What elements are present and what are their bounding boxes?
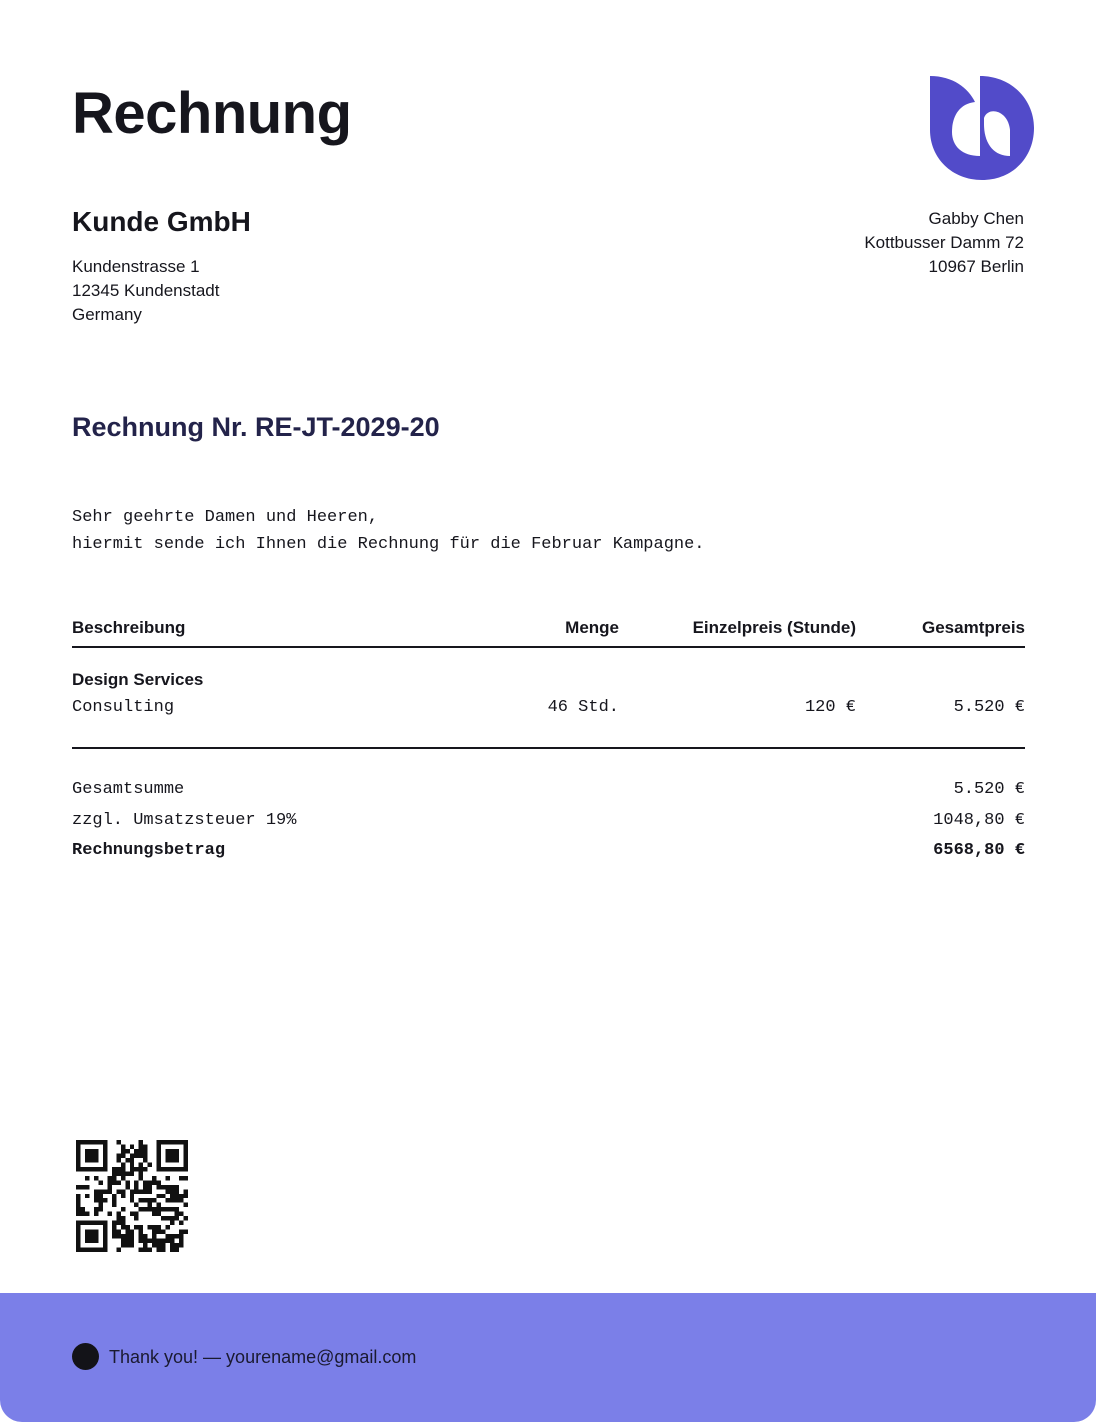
qr-modules (76, 1140, 188, 1252)
grand-total-value: 6568,80 € (933, 841, 1025, 860)
row-quantity: 46 Std. (512, 694, 619, 748)
brand-logo-icon (928, 74, 1036, 182)
table-header (72, 614, 1025, 647)
header-total: Gesamtpreis (856, 614, 1025, 647)
sender-address (864, 207, 1024, 279)
table-row (72, 694, 1025, 748)
subtotal-value: 5.520 € (953, 780, 1025, 799)
header-unit-price: Einzelpreis (Stunde) (619, 614, 856, 647)
client-country: Germany (72, 305, 142, 324)
footer-text: Thank you! — yourename@gmail.com (109, 1347, 417, 1367)
invoice-number: Rechnung Nr. RE-JT-2029-20 (72, 412, 440, 442)
greeting-line: hiermit sende ich Ihnen die Rechnung für die Februar Kampagne. (72, 535, 705, 554)
dot-icon (72, 1343, 99, 1370)
sender-name: Gabby Chen (928, 209, 1024, 228)
header-description: Beschreibung (72, 614, 512, 647)
group-label: Design Services (72, 670, 204, 689)
grand-total-row (72, 841, 1025, 872)
row-total: 5.520 € (856, 694, 1025, 748)
subtotal-row (72, 780, 1025, 811)
header-quantity: Menge (512, 614, 619, 647)
client-street: Kundenstrasse 1 (72, 257, 200, 276)
sender-street: Kottbusser Damm 72 (864, 233, 1024, 252)
subtotal-label: Gesamtsumme (72, 780, 185, 799)
row-description: Consulting (72, 694, 512, 748)
sender-city: 10967 Berlin (928, 257, 1024, 276)
qr-code-icon (76, 1140, 188, 1252)
tax-value: 1048,80 € (933, 810, 1025, 830)
group-row (72, 647, 1025, 694)
tax-row (72, 811, 1025, 842)
totals (72, 780, 1025, 872)
client-name: Kunde GmbH (72, 206, 251, 237)
client-city: 12345 Kundenstadt (72, 281, 220, 300)
document-title: Rechnung (72, 81, 352, 146)
greeting-line: Sehr geehrte Damen und Heeren, (72, 508, 379, 527)
client-address (72, 255, 219, 327)
greeting (72, 504, 705, 558)
tax-label: zzgl. Umsatzsteuer 19% (72, 810, 297, 830)
row-unit-price: 120 € (619, 694, 856, 748)
line-items-table (72, 614, 1025, 749)
grand-total-label: Rechnungsbetrag (72, 841, 226, 860)
